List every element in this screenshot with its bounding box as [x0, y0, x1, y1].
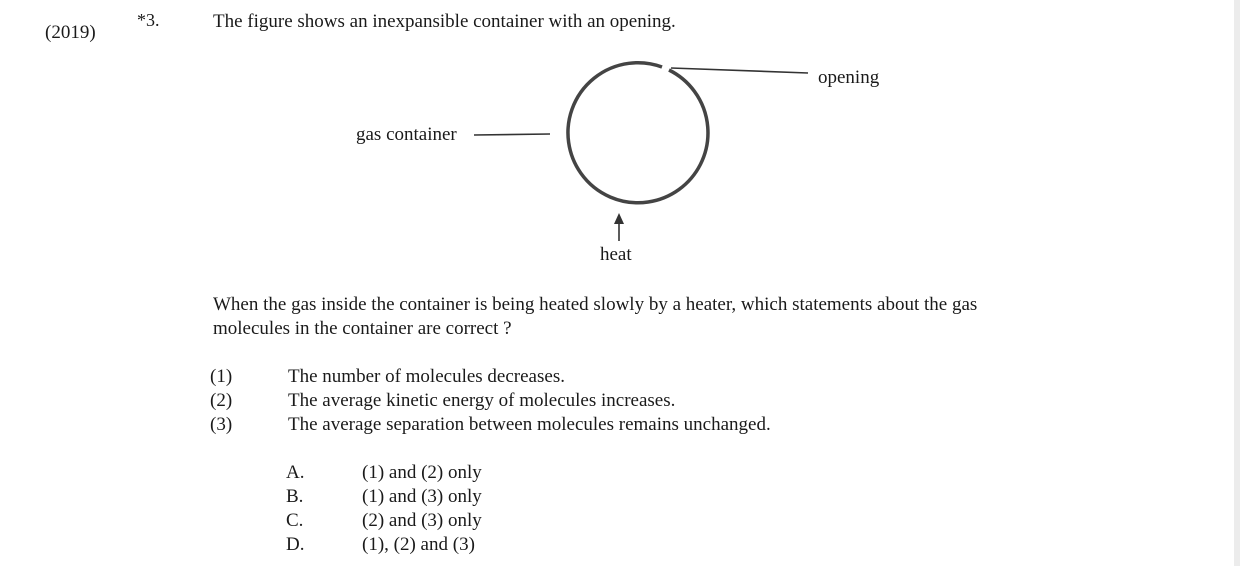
question-year: (2019)	[45, 22, 96, 43]
option-letter: D.	[286, 534, 305, 555]
gas-leader-line	[474, 134, 550, 135]
option-text: (1) and (3) only	[362, 486, 482, 507]
option-letter: C.	[286, 510, 304, 531]
container-circle	[568, 63, 708, 203]
page-edge	[1234, 0, 1240, 566]
question-text	[213, 293, 1113, 341]
statement-text: The average separation between molecules remains unchanged.	[288, 414, 771, 435]
question-stem: The figure shows an inexpansible container with an opening.	[213, 11, 676, 32]
gas-container-label: gas container	[356, 124, 457, 145]
opening-leader-line	[671, 68, 808, 73]
question-line-2: molecules in the container are correct ?	[213, 318, 512, 339]
question-line-1: When the gas inside the container is being heated slowly by a heater, which statements about the gas	[213, 294, 978, 315]
statement-number: (2)	[210, 390, 233, 411]
option-text: (1), (2) and (3)	[362, 534, 475, 555]
question-number: *3.	[137, 10, 160, 30]
opening-label: opening	[818, 67, 880, 88]
option-letter: B.	[286, 486, 304, 507]
option-text: (2) and (3) only	[362, 510, 482, 531]
heat-arrow-icon	[614, 213, 624, 224]
option-text: (1) and (2) only	[362, 462, 482, 483]
statement-text: The number of molecules decreases.	[288, 366, 565, 387]
option-letter: A.	[286, 462, 305, 483]
statement-number: (1)	[210, 366, 233, 387]
statement-text: The average kinetic energy of molecules increases.	[288, 390, 676, 411]
heat-label: heat	[600, 244, 632, 265]
statement-number: (3)	[210, 414, 233, 435]
